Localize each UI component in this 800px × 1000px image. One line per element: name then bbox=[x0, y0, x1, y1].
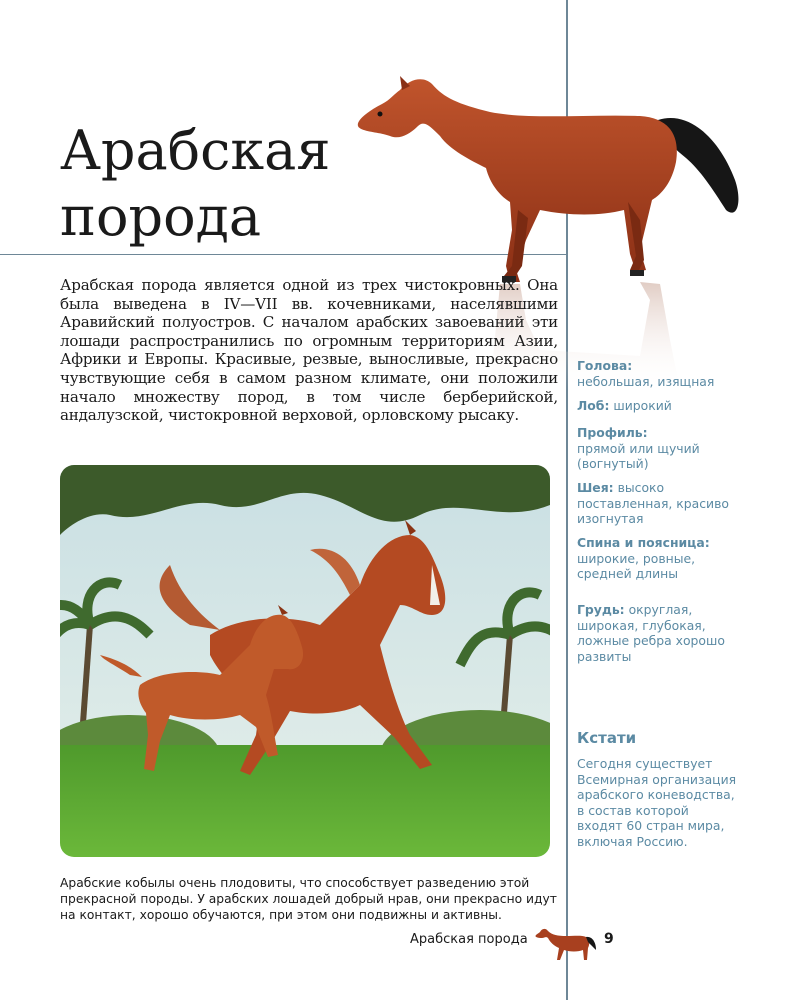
feature-forehead-label: Лоб: bbox=[577, 398, 610, 413]
feature-profile bbox=[577, 425, 737, 472]
feature-back-text: широкие, ровные, средней длины bbox=[577, 550, 696, 582]
feature-head-text: небольшая, изящная bbox=[577, 373, 715, 389]
feature-chest-label: Грудь: bbox=[577, 602, 625, 617]
photo-caption: Арабские кобылы очень плодовиты, что способствует разведению этой прекрасной породы. У арабских лошадей добрый нрав, они прекрасно идут на контакт, хорошо обучаются, при этом они подвижны и активны. bbox=[60, 876, 557, 922]
mare-and-foal-photo bbox=[60, 465, 550, 857]
horse-icon bbox=[532, 922, 600, 964]
feature-forehead bbox=[577, 398, 737, 414]
feature-neck-label: Шея: bbox=[577, 480, 614, 495]
intro-paragraph: Арабская порода является одной из трех чистокровных. Она была выведена в IV—VII вв. кочевниками, населявшими Аравийский полуостров. С началом арабских завоеваний эти лошади распространились по огромным территориям Азии, Африки и Европы. Красивые, резвые, выносливые, прекрасно чувствующие себя в самом разном климате, они положили начало множеству пород, в том числе берберийской, андалузской, чистокровной верховой, орловскому рысаку. bbox=[60, 276, 558, 425]
feature-neck bbox=[577, 480, 737, 527]
feature-chest-text: округлая, широкая, глубокая, ложные ребра хорошо развиты bbox=[577, 602, 725, 664]
footer-section-label: Арабская порода bbox=[410, 932, 528, 947]
feature-forehead-text: широкий bbox=[613, 398, 672, 413]
page-number: 9 bbox=[604, 931, 614, 947]
feature-head-label: Голова: bbox=[577, 358, 633, 373]
feature-profile-text: прямой или щучий (вогнутый) bbox=[577, 440, 700, 472]
feature-profile-label: Профиль: bbox=[577, 425, 648, 440]
feature-chest bbox=[577, 602, 737, 664]
feature-neck-text: высоко поставленная, красиво изогнутая bbox=[577, 480, 729, 527]
title-line-1: Арабская bbox=[60, 119, 331, 182]
sidebar-note-title: Кстати bbox=[577, 729, 637, 747]
sidebar-note-text: Сегодня существует Всемирная организация арабского коневодства, в состав которой входят 60 стран мира, включая Россию. bbox=[577, 756, 737, 849]
feature-head bbox=[577, 358, 737, 389]
title-line-2: порода bbox=[60, 185, 262, 248]
page-title bbox=[60, 118, 500, 250]
feature-back bbox=[577, 535, 737, 582]
feature-back-label: Спина и поясница: bbox=[577, 535, 710, 550]
